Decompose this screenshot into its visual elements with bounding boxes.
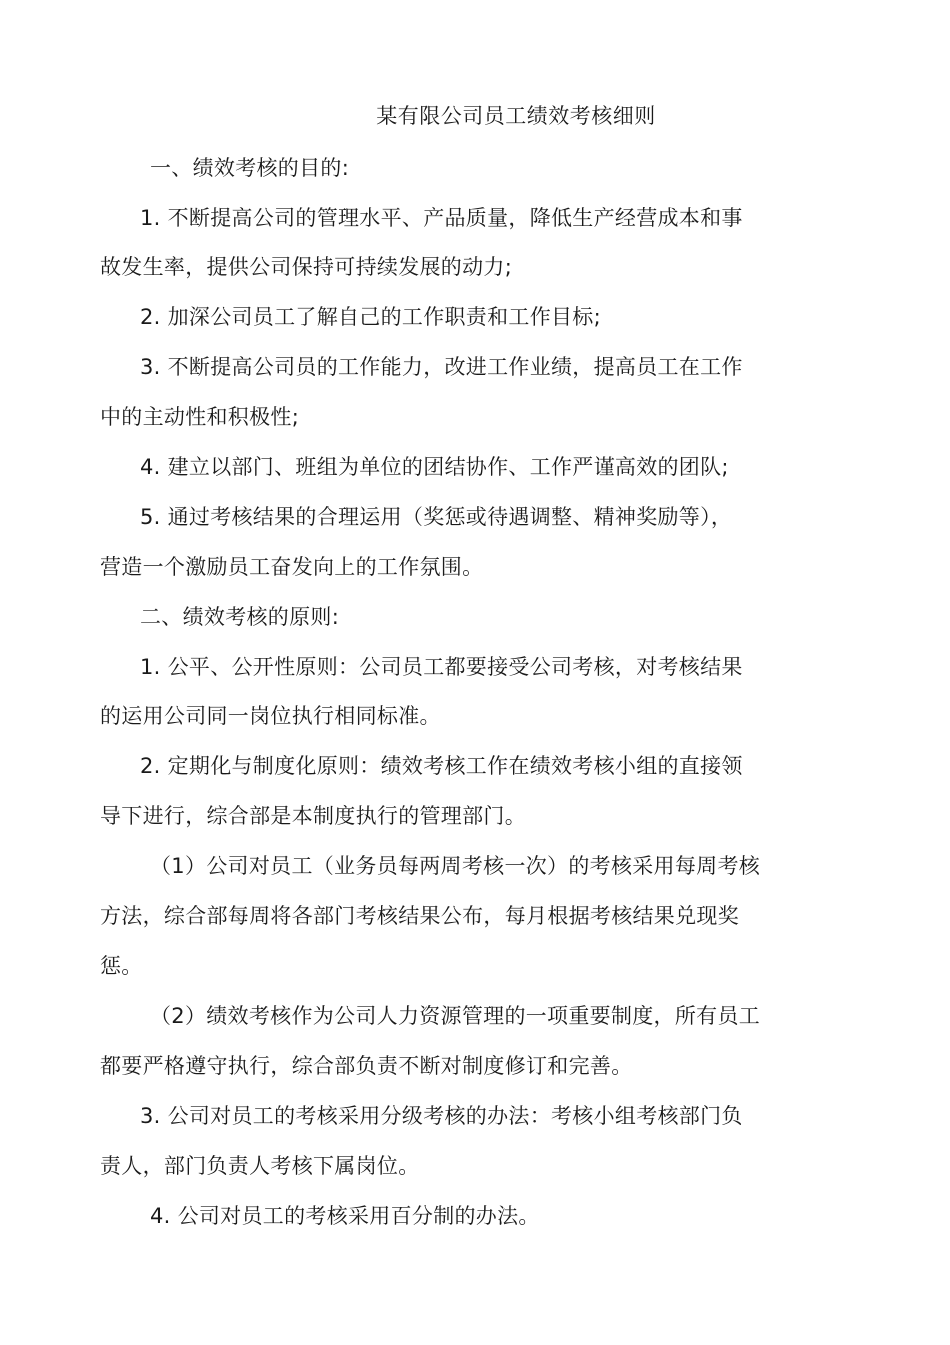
- paragraph-line: 导下进行，综合部是本制度执行的管理部门。: [100, 804, 526, 828]
- paragraph-line: 2. 加深公司员工了解自己的工作职责和工作目标;: [140, 305, 601, 329]
- paragraph-line: （1）公司对员工（业务员每两周考核一次）的考核采用每周考核: [150, 854, 761, 878]
- paragraph-line: 方法，综合部每周将各部门考核结果公布，每月根据考核结果兑现奖: [100, 904, 739, 928]
- paragraph-line: 2. 定期化与制度化原则：绩效考核工作在绩效考核小组的直接领: [140, 754, 743, 778]
- section-heading-purpose: 一、绩效考核的目的:: [150, 156, 350, 180]
- document-title: 某有限公司员工绩效考核细则: [376, 104, 656, 128]
- paragraph-line: 3. 公司对员工的考核采用分级考核的办法：考核小组考核部门负: [140, 1104, 743, 1128]
- paragraph-line: 中的主动性和积极性;: [100, 405, 300, 429]
- paragraph-line: 1. 公平、公开性原则：公司员工都要接受公司考核，对考核结果: [140, 655, 743, 679]
- paragraph-line: 都要严格遵守执行，综合部负责不断对制度修订和完善。: [100, 1054, 633, 1078]
- paragraph-line: 5. 通过考核结果的合理运用（奖惩或待遇调整、精神奖励等），: [140, 505, 733, 529]
- section-heading-principles: 二、绩效考核的原则:: [140, 605, 340, 629]
- paragraph-line: 3. 不断提高公司员的工作能力，改进工作业绩，提高员工在工作: [140, 355, 743, 379]
- paragraph-line: 故发生率，提供公司保持可持续发展的动力;: [100, 255, 513, 279]
- paragraph-line: 1. 不断提高公司的管理水平、产品质量，降低生产经营成本和事: [140, 206, 743, 230]
- paragraph-line: （2）绩效考核作为公司人力资源管理的一项重要制度，所有员工: [150, 1004, 761, 1028]
- paragraph-line: 4. 公司对员工的考核采用百分制的办法。: [150, 1204, 540, 1228]
- paragraph-line: 惩。: [100, 954, 143, 978]
- paragraph-line: 营造一个激励员工奋发向上的工作氛围。: [100, 555, 484, 579]
- paragraph-line: 4. 建立以部门、班组为单位的团结协作、工作严谨高效的团队;: [140, 455, 729, 479]
- paragraph-line: 责人，部门负责人考核下属岗位。: [100, 1154, 420, 1178]
- paragraph-line: 的运用公司同一岗位执行相同标准。: [100, 704, 441, 728]
